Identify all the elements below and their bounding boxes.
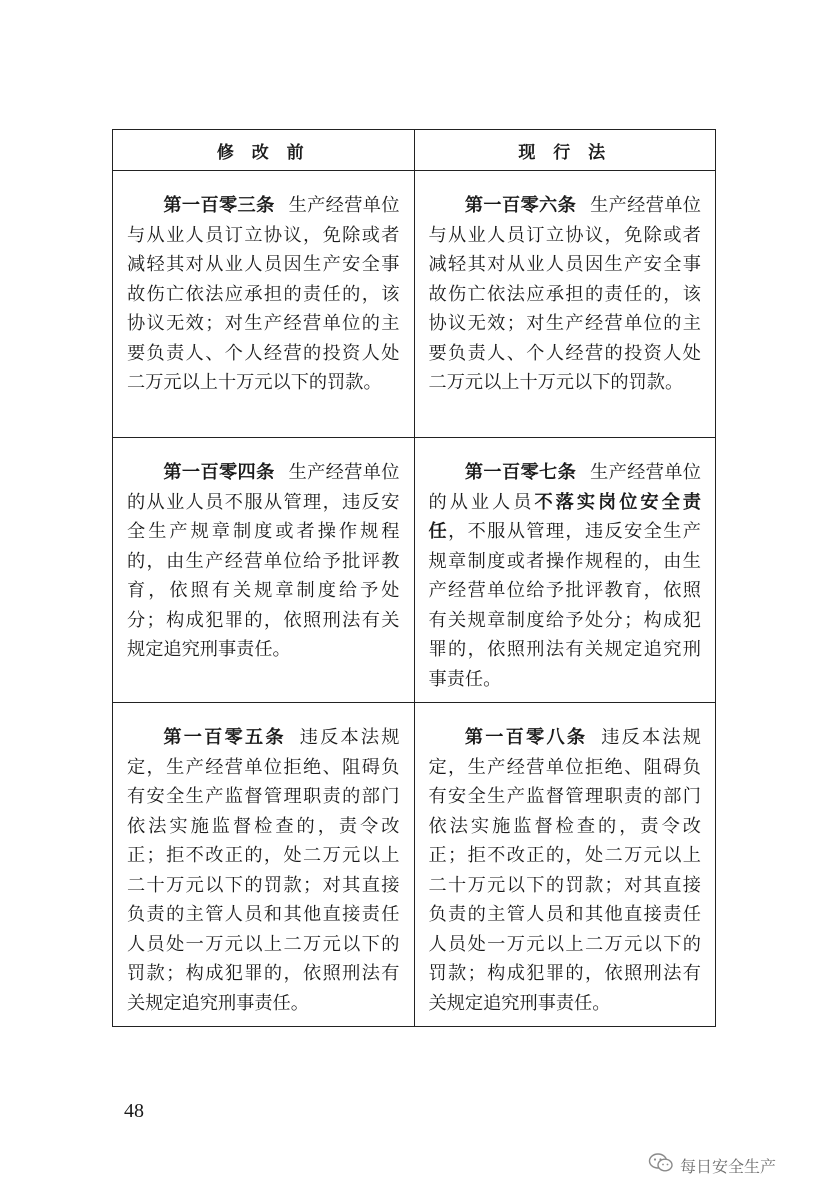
table-row xyxy=(113,171,716,438)
header-before-amendment: 修 改 前 xyxy=(113,130,415,171)
article-text: 生产经营单位与从业人员订立协议，免除或者减轻其对从业人员因生产安全事故伤亡依法应承担的责任的，该协议无效；对生产经营单位的主要负责人、个人经营的投资人处二万元以上十万元以下的罚款。 xyxy=(127,195,400,393)
article-number: 第一百零八条 xyxy=(464,727,588,748)
cell-before xyxy=(113,171,415,438)
article-text: 生产经营单位的从业人员不服从管理，违反安全生产规章制度或者操作规程的，由生产经营单位给予批评教育，依照有关规章制度给予处分；构成犯罪的，依照刑法有关规定追究刑事责任。 xyxy=(127,462,400,660)
table-row xyxy=(113,703,716,1027)
article-number: 第一百零三条 xyxy=(163,195,275,216)
page-number: 48 xyxy=(124,1100,144,1122)
article-text: 生产经营单位的从业人员 xyxy=(428,462,701,513)
watermark-text: 每日安全生产 xyxy=(680,1156,777,1176)
watermark xyxy=(648,1152,776,1178)
cell-current xyxy=(414,703,716,1027)
article-number: 第一百零五条 xyxy=(163,727,286,748)
table-header-row xyxy=(113,130,716,171)
amended-text-highlight: 不落实岗位安全责任 xyxy=(428,491,701,542)
cell-current xyxy=(414,171,716,438)
table-row xyxy=(113,438,716,703)
header-current-law: 现 行 法 xyxy=(414,130,716,171)
article-number: 第一百零四条 xyxy=(163,462,275,483)
article-text: 生产经营单位与从业人员订立协议，免除或者减轻其对从业人员因生产安全事故伤亡依法应承担的责任的，该协议无效；对生产经营单位的主要负责人、个人经营的投资人处二万元以上十万元以下的罚款。 xyxy=(428,195,701,393)
article-number: 第一百零七条 xyxy=(464,462,577,483)
article-text: 违反本法规定，生产经营单位拒绝、阻碍负有安全生产监督管理职责的部门依法实施监督检查的，责令改正；拒不改正的，处二万元以上二十万元以下的罚款；对其直接负责的主管人员和其他直接责任人员处一万元以上二万元以下的罚款；构成犯罪的，依照刑法有关规定追究刑事责任。 xyxy=(127,727,400,1014)
article-text: 违反本法规定，生产经营单位拒绝、阻碍负有安全生产监督管理职责的部门依法实施监督检查的，责令改正；拒不改正的，处二万元以上二十万元以下的罚款；对其直接负责的主管人员和其他直接责任人员处一万元以上二万元以下的罚款；构成犯罪的，依照刑法有关规定追究刑事责任。 xyxy=(428,727,701,1014)
cell-before xyxy=(113,703,415,1027)
wechat-icon xyxy=(648,1152,674,1178)
article-number: 第一百零六条 xyxy=(464,195,577,216)
cell-before xyxy=(113,438,415,703)
cell-current xyxy=(414,438,716,703)
article-text: ，不服从管理，违反安全生产规章制度或者操作规程的，由生产经营单位给予批评教育，依照有关规章制度给予处分；构成犯罪的，依照刑法有关规定追究刑事责任。 xyxy=(428,521,701,690)
comparison-table xyxy=(112,129,716,1027)
